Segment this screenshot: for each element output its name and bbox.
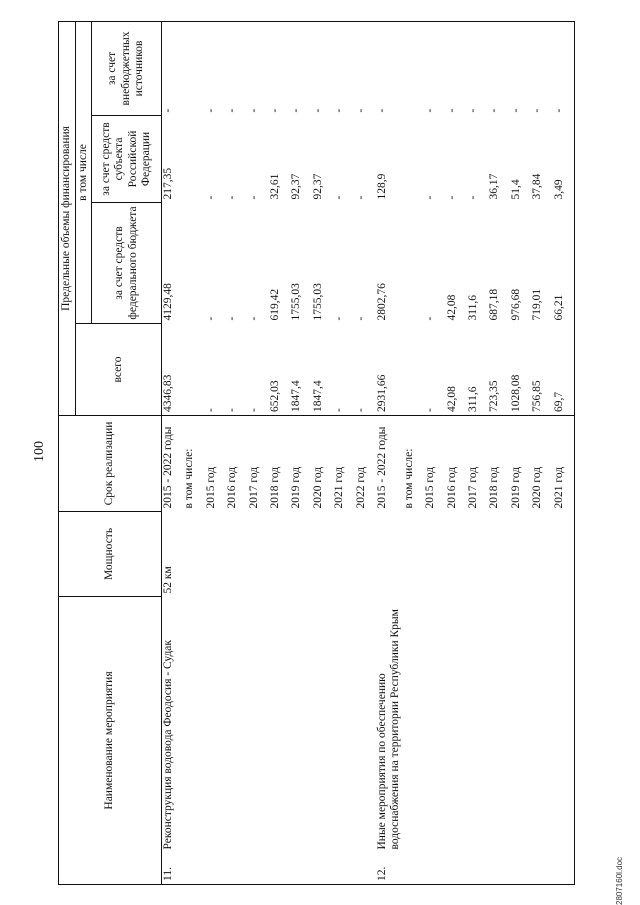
row-federal: 687,18 (488, 288, 501, 321)
row-total: 42,08 (446, 323, 467, 415)
row-capacity (312, 511, 333, 596)
row-extra: - (312, 21, 333, 115)
row-capacity (183, 511, 204, 596)
row-total: 1847,4 (312, 323, 333, 415)
row-subject: 3,49 (553, 115, 575, 202)
row-capacity (333, 511, 354, 596)
row-capacity (424, 511, 445, 596)
row-subject: 36,17 (488, 173, 501, 200)
row-name (488, 596, 509, 852)
row-subject: 32,61 (268, 173, 281, 200)
row-total: 1847,4 (290, 323, 311, 415)
row-subject: 128,9 (375, 173, 388, 200)
row-capacity (467, 511, 488, 596)
row-index (269, 853, 290, 885)
row-federal: 2802,76 (375, 283, 388, 321)
row-period: 2015 - 2022 годы (375, 426, 388, 509)
row-index (355, 853, 376, 885)
row-name (269, 596, 290, 852)
table-row (290, 21, 311, 884)
row-subject: - (424, 195, 437, 200)
row-federal: - (333, 316, 346, 321)
row-total: 311,6 (467, 323, 488, 415)
table-row (488, 21, 509, 884)
header-name: Наименование мероприятия (59, 596, 162, 884)
row-total: - (333, 323, 354, 415)
row-capacity (510, 511, 531, 596)
row-extra: - (488, 21, 509, 115)
row-index (424, 853, 445, 885)
row-total: 723,35 (488, 323, 509, 415)
row-total: 1028,08 (510, 323, 531, 415)
table-row (424, 21, 445, 884)
row-subject: - (445, 195, 458, 200)
row-capacity (376, 511, 403, 596)
table-row (183, 21, 204, 884)
row-extra: - (424, 21, 445, 115)
row-capacity (403, 511, 424, 596)
row-period: 2018 год (268, 466, 281, 509)
row-extra: - (205, 21, 226, 115)
row-capacity (226, 511, 247, 596)
row-extra: - (355, 21, 376, 115)
row-period: 2016 год (226, 466, 239, 509)
row-capacity: 52 км (162, 566, 174, 594)
row-period: в том числе: (183, 448, 196, 509)
row-name: Иные мероприятия по обеспечению водоснабжения на территории Республики Крым (375, 609, 402, 850)
row-name (446, 596, 467, 852)
row-total: 652,03 (269, 323, 290, 415)
row-extra: - (226, 21, 247, 115)
row-federal: 976,68 (509, 288, 522, 321)
row-total: 2931,66 (376, 323, 403, 415)
row-extra: - (510, 21, 531, 115)
table-row (248, 21, 269, 884)
row-period: 2021 год (553, 415, 575, 511)
row-period: 2016 год (445, 466, 458, 509)
row-subject: 92,37 (290, 173, 303, 200)
row-federal: - (354, 316, 367, 321)
row-period: 2018 год (488, 466, 501, 509)
row-federal: - (247, 316, 260, 321)
row-extra: - (553, 21, 575, 115)
row-capacity (446, 511, 467, 596)
table-row (333, 21, 354, 884)
row-total (403, 323, 424, 415)
row-capacity (248, 511, 269, 596)
table-row (553, 21, 575, 884)
row-federal: 1755,03 (290, 283, 303, 321)
row-subject: - (333, 195, 346, 200)
row-index: 12. (376, 853, 403, 885)
row-extra: - (162, 21, 184, 115)
row-name (467, 596, 488, 852)
table-row (531, 21, 552, 884)
row-extra: - (248, 21, 269, 115)
row-name (531, 596, 552, 852)
row-name (290, 596, 311, 852)
row-subject: - (247, 195, 260, 200)
row-name (248, 596, 269, 852)
header-extra: за счет внебюджетных источников (92, 21, 162, 115)
header-funding: Предельные объемы финансирования (59, 21, 76, 415)
row-period: 2021 год (333, 466, 346, 509)
table-row (510, 21, 531, 884)
table-row (312, 21, 333, 884)
row-total: - (355, 323, 376, 415)
row-federal: 1755,03 (311, 283, 324, 321)
row-period: 2015 - 2022 годы (162, 426, 174, 509)
row-total: - (226, 323, 247, 415)
table-row (376, 21, 403, 884)
row-total: - (205, 323, 226, 415)
row-period: 2019 год (290, 466, 303, 509)
row-index (446, 853, 467, 885)
row-subject: - (204, 195, 217, 200)
row-subject (183, 115, 204, 202)
row-capacity (290, 511, 311, 596)
row-period: 2019 год (509, 466, 522, 509)
row-extra: - (467, 21, 488, 115)
row-federal: - (204, 316, 217, 321)
row-index (553, 853, 575, 885)
row-period: 2015 год (424, 466, 437, 509)
row-name (355, 596, 376, 852)
row-period: 2017 год (467, 466, 480, 509)
header-including: в том числе (75, 21, 92, 323)
table-row (269, 21, 290, 884)
funding-table (58, 21, 575, 885)
row-name (205, 596, 226, 852)
row-total: - (424, 323, 445, 415)
row-name (553, 596, 575, 852)
row-name (510, 596, 531, 852)
row-name (333, 596, 354, 852)
row-federal: 619,42 (268, 288, 281, 321)
header-subject: за счет средств субъекта Российской Федерации (92, 115, 162, 202)
row-index (333, 853, 354, 885)
footer-filename: 2807160l.doc (615, 856, 624, 905)
header-period: Срок реализации (59, 415, 162, 511)
row-total: 69,7 (553, 323, 575, 415)
row-name (312, 596, 333, 852)
row-name (403, 596, 424, 852)
row-capacity (488, 511, 509, 596)
row-extra (183, 21, 204, 115)
table-row (162, 21, 184, 884)
row-period: 2022 год (354, 466, 367, 509)
row-index (488, 853, 509, 885)
row-capacity (205, 511, 226, 596)
row-extra: - (333, 21, 354, 115)
row-subject: - (467, 195, 480, 200)
header-total: всего (75, 323, 162, 415)
row-subject: 92,37 (311, 173, 324, 200)
row-extra: - (269, 21, 290, 115)
row-capacity (531, 511, 552, 596)
row-total: - (248, 323, 269, 415)
table-row (226, 21, 247, 884)
row-period: 2015 год (204, 466, 217, 509)
row-federal: 719,01 (531, 288, 544, 321)
row-federal: - (424, 316, 437, 321)
row-index: 11. (162, 853, 184, 885)
row-federal: - (226, 316, 239, 321)
row-subject: - (354, 195, 367, 200)
row-subject: - (226, 195, 239, 200)
row-name (226, 596, 247, 852)
row-subject (403, 115, 424, 202)
row-name (424, 596, 445, 852)
header-federal: за счет средств федерального бюджета (92, 202, 162, 323)
row-index (183, 853, 204, 885)
row-extra: - (290, 21, 311, 115)
page-number: 100 (32, 441, 47, 462)
row-extra: - (531, 21, 552, 115)
row-capacity (269, 511, 290, 596)
row-federal: 311,6 (467, 295, 480, 321)
row-index (312, 853, 333, 885)
table-row (467, 21, 488, 884)
row-federal (183, 202, 204, 323)
row-total: 756,85 (531, 323, 552, 415)
row-name (183, 596, 204, 852)
row-period: 2017 год (247, 466, 260, 509)
row-federal: 66,21 (553, 202, 575, 323)
row-period: в том числе: (402, 448, 415, 509)
row-index (467, 853, 488, 885)
row-index (226, 853, 247, 885)
row-index (290, 853, 311, 885)
row-extra (403, 21, 424, 115)
row-period: 2020 год (531, 466, 544, 509)
table-row (355, 21, 376, 884)
row-federal: 4129,48 (162, 283, 174, 321)
row-index (531, 853, 552, 885)
row-index (248, 853, 269, 885)
table-row (446, 21, 467, 884)
row-index (403, 853, 424, 885)
row-capacity (553, 511, 575, 596)
table-row (205, 21, 226, 884)
row-index (510, 853, 531, 885)
row-federal: 42,08 (445, 294, 458, 321)
row-subject: 37,84 (531, 173, 544, 200)
row-subject: 217,35 (162, 167, 174, 200)
row-index (205, 853, 226, 885)
table-row (403, 21, 424, 884)
header-capacity: Мощность (59, 511, 162, 596)
row-period: 2020 год (311, 466, 324, 509)
row-subject: 51,4 (509, 179, 522, 200)
row-federal (403, 202, 424, 323)
row-extra: - (376, 21, 403, 115)
row-extra: - (446, 21, 467, 115)
row-capacity (355, 511, 376, 596)
row-name: Реконструкция водовода Феодосия - Судак (162, 640, 174, 850)
row-total (183, 323, 204, 415)
row-total: 4346,83 (162, 323, 184, 415)
